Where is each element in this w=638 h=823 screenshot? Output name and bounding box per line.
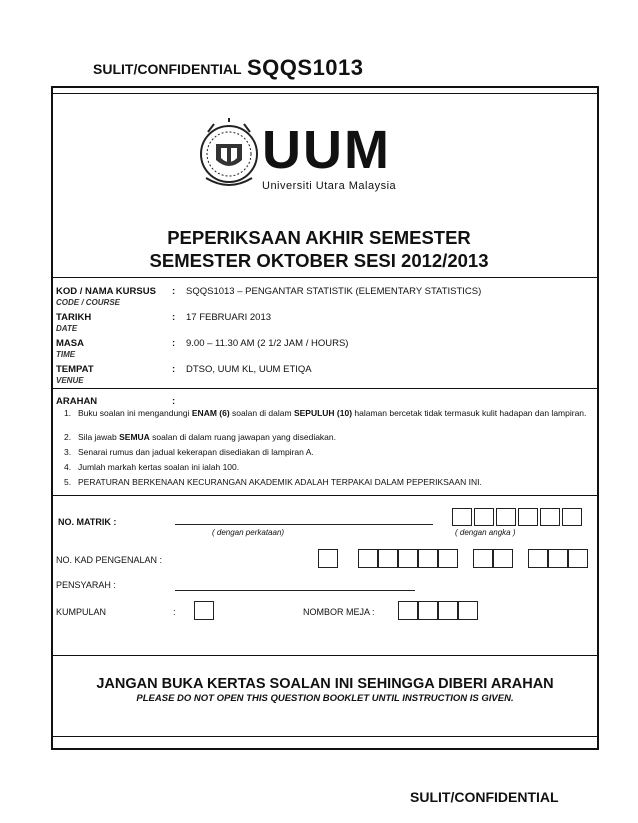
table-digit-box[interactable] — [418, 601, 438, 620]
detail-row — [56, 286, 596, 312]
detail-label: KOD / NAMA KURSUS — [56, 286, 156, 297]
matrik-words-line[interactable] — [175, 524, 433, 525]
instructions-sep: : — [172, 396, 176, 407]
details-block — [56, 286, 596, 390]
instruction-text: Buku soalan ini mengandungi — [78, 408, 192, 418]
matrik-digits-hint: ( dengan angka ) — [455, 528, 516, 537]
detail-sep: : — [172, 364, 176, 375]
detail-sep: : — [172, 312, 176, 323]
ic-digit-box[interactable] — [318, 549, 338, 568]
logo-wordmark: UUM — [262, 120, 391, 180]
header-confidential: SULIT/CONFIDENTIAL — [93, 61, 242, 77]
group-label: KUMPULAN — [56, 607, 107, 617]
ic-digit-box[interactable] — [438, 549, 458, 568]
table-number-label: NOMBOR MEJA : — [303, 607, 375, 617]
detail-row — [56, 364, 596, 390]
instruction-num: 4. — [64, 462, 72, 472]
detail-sep: : — [172, 338, 176, 349]
instruction-text: soalan di dalam ruang jawapan yang disediakan. — [149, 432, 336, 442]
warning-en: PLEASE DO NOT OPEN THIS QUESTION BOOKLET UNTIL INSTRUCTION IS GIVEN. — [136, 693, 514, 704]
ic-label: NO. KAD PENGENALAN : — [56, 555, 163, 565]
instructions-block — [56, 396, 592, 492]
instruction-item — [56, 408, 592, 432]
instruction-text: Sila jawab — [78, 432, 120, 442]
detail-value: 17 FEBRUARI 2013 — [186, 312, 272, 323]
detail-label: TARIKH — [56, 312, 92, 323]
instruction-text: soalan di dalam — [229, 408, 294, 418]
instruction-bold: ENAM (6) — [191, 408, 230, 418]
footer-confidential: SULIT/CONFIDENTIAL — [410, 789, 559, 805]
group-box[interactable] — [194, 601, 214, 620]
instruction-item — [56, 432, 592, 447]
instruction-bold: SEPULUH (10) — [293, 408, 353, 418]
instruction-num: 3. — [64, 447, 72, 457]
instruction-item — [56, 477, 592, 492]
instruction-num: 1. — [64, 408, 72, 418]
matrik-digit-box[interactable] — [562, 508, 582, 526]
top-rule — [53, 93, 597, 94]
logo-subtitle: Universiti Utara Malaysia — [262, 180, 397, 192]
bottom-rule — [53, 736, 597, 737]
exam-semester: SEMESTER OKTOBER SESI 2012/2013 — [149, 250, 489, 271]
instruction-num: 2. — [64, 432, 72, 442]
detail-label: MASA — [56, 338, 84, 349]
detail-sep: : — [172, 286, 176, 297]
matrik-digit-box[interactable] — [474, 508, 494, 526]
detail-value: 9.00 – 11.30 AM (2 1/2 JAM / HOURS) — [186, 338, 349, 349]
matrik-label: NO. MATRIK : — [58, 517, 117, 527]
detail-label-en: TIME — [56, 350, 76, 359]
matrik-digit-box[interactable] — [518, 508, 538, 526]
divider-form — [53, 655, 597, 656]
ic-digit-box[interactable] — [473, 549, 493, 568]
lecturer-label: PENSYARAH : — [56, 580, 116, 590]
instruction-text: PERATURAN BERKENAAN KECURANGAN AKADEMIK ADALAH TERPAKAI DALAM PEPERIKSAAN INI. — [78, 477, 482, 487]
detail-value: SQQS1013 – PENGANTAR STATISTIK (ELEMENTARY STATISTICS) — [186, 286, 482, 297]
ic-digit-box[interactable] — [568, 549, 588, 568]
table-digit-box[interactable] — [398, 601, 418, 620]
exam-title: PEPERIKSAAN AKHIR SEMESTER — [167, 227, 471, 248]
divider-instructions — [53, 495, 597, 496]
ic-digit-box[interactable] — [418, 549, 438, 568]
matrik-digit-box[interactable] — [452, 508, 472, 526]
table-digit-box[interactable] — [438, 601, 458, 620]
table-digit-box[interactable] — [458, 601, 478, 620]
matrik-digit-box[interactable] — [496, 508, 516, 526]
instruction-text: Jumlah markah kertas soalan ini ialah 100. — [78, 462, 240, 472]
detail-row — [56, 338, 596, 364]
detail-label: TEMPAT — [56, 364, 94, 375]
detail-value: DTSO, UUM KL, UUM ETIQA — [186, 364, 312, 375]
group-sep: : — [173, 607, 176, 617]
instruction-item — [56, 447, 592, 462]
instruction-item — [56, 462, 592, 477]
instruction-num: 5. — [64, 477, 72, 487]
ic-digit-box[interactable] — [398, 549, 418, 568]
instruction-bold: SEMUA — [119, 432, 150, 442]
divider-logo — [53, 277, 597, 278]
matrik-digit-box[interactable] — [540, 508, 560, 526]
header-course-code: SQQS1013 — [247, 55, 364, 80]
instruction-text: halaman bercetak tidak termasuk kulit hadapan dan lampiran. — [352, 408, 587, 418]
detail-row — [56, 312, 596, 338]
detail-label-en: DATE — [56, 324, 78, 333]
instruction-text: Senarai rumus dan jadual kekerapan disediakan di lampiran A. — [78, 447, 314, 457]
detail-label-en: VENUE — [56, 376, 84, 385]
ic-digit-box[interactable] — [358, 549, 378, 568]
detail-label-en: CODE / COURSE — [56, 298, 121, 307]
ic-digit-box[interactable] — [528, 549, 548, 568]
warning-ms: JANGAN BUKA KERTAS SOALAN INI SEHINGGA DIBERI ARAHAN — [96, 676, 554, 692]
ic-digit-box[interactable] — [548, 549, 568, 568]
ic-digit-box[interactable] — [378, 549, 398, 568]
lecturer-line[interactable] — [175, 590, 415, 591]
uum-crest-icon — [198, 118, 260, 196]
instructions-heading: ARAHAN — [56, 396, 98, 407]
ic-digit-box[interactable] — [493, 549, 513, 568]
matrik-words-hint: ( dengan perkataan) — [212, 528, 285, 537]
